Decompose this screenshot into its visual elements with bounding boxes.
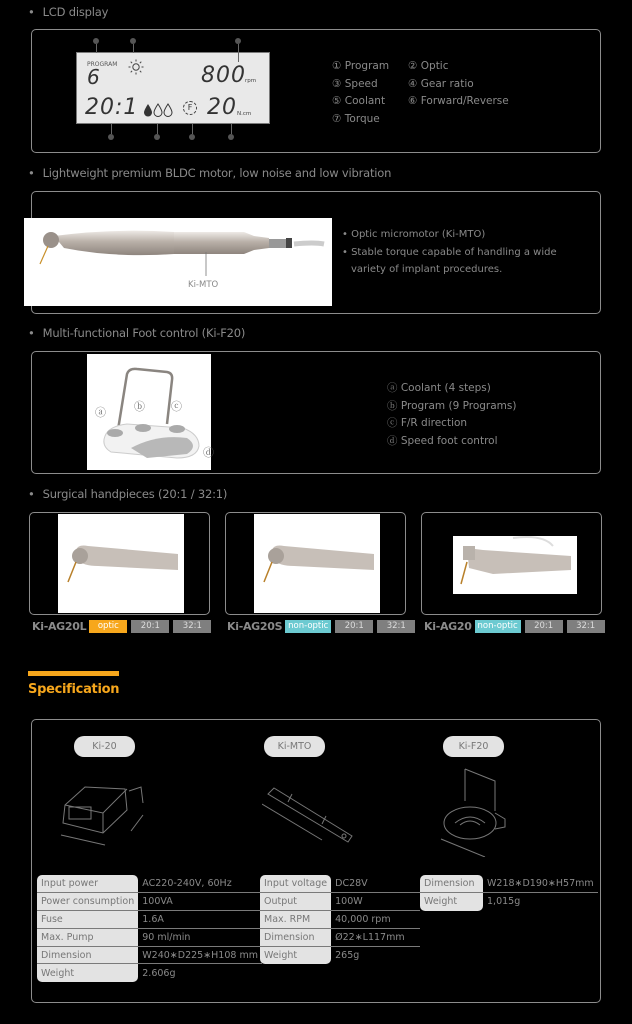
section-title-motor: • Lightweight premium BLDC motor, low noise and low vibration bbox=[28, 166, 391, 180]
handpiece-name: Ki-AG20 bbox=[424, 620, 472, 633]
lcd-torque-unit: N.cm bbox=[237, 111, 252, 117]
callout-marker bbox=[154, 134, 160, 140]
legend-item: ⓐ Coolant (4 steps) bbox=[387, 382, 491, 394]
coolant-drops-icon bbox=[143, 103, 173, 117]
lcd-speed-unit: rpm bbox=[245, 78, 257, 84]
ratio-tag: 32:1 bbox=[173, 620, 211, 633]
callout-arrow bbox=[96, 44, 97, 53]
product-pill-ki-mto: Ki-MTO bbox=[264, 736, 325, 757]
section-title-handpieces: • Surgical handpieces (20:1 / 32:1) bbox=[28, 487, 227, 501]
callout-arrow bbox=[133, 44, 134, 53]
callout-a: ⓐ bbox=[95, 406, 106, 419]
handpiece-image bbox=[58, 514, 184, 613]
motor-feature-list bbox=[342, 226, 557, 279]
motor-feature-item-cont: variety of implant procedures. bbox=[351, 264, 503, 275]
lcd-speed-value: 800 bbox=[201, 63, 246, 88]
legend-item: ② Optic bbox=[408, 60, 449, 72]
non-optic-tag: non-optic bbox=[475, 620, 521, 633]
handpiece-illustration bbox=[453, 536, 577, 594]
specification-accent-bar bbox=[28, 671, 119, 676]
handpiece-card-ki-ag20s[interactable] bbox=[225, 512, 406, 615]
product-pill-ki-f20: Ki-F20 bbox=[443, 736, 504, 757]
ki-mto-spec-table bbox=[260, 875, 420, 964]
legend-item: ⓑ Program (9 Programs) bbox=[387, 399, 517, 412]
callout-arrow bbox=[111, 124, 112, 134]
spec-row: Input power AC220-240V, 60Hz bbox=[37, 875, 262, 893]
spec-row: Weight 2.606g bbox=[37, 964, 262, 982]
legend-item: ⑤ Coolant bbox=[332, 95, 386, 107]
legend-item: ③ Speed bbox=[332, 77, 378, 90]
lcd-program-label: PROGRAM bbox=[87, 61, 118, 68]
micromotor-illustration bbox=[24, 218, 332, 306]
callout-arrow bbox=[157, 124, 158, 134]
lcd-panel bbox=[31, 29, 601, 153]
specification-title: Specification bbox=[28, 682, 120, 697]
callout-marker bbox=[108, 134, 114, 140]
legend-item: ⓓ Speed foot control bbox=[387, 434, 498, 447]
lcd-gear-ratio: 20:1 bbox=[85, 95, 139, 120]
micromotor-label: Ki-MTO bbox=[188, 280, 219, 290]
section-title-foot: • Multi-functional Foot control (Ki-F20) bbox=[28, 326, 245, 340]
micromotor-image bbox=[24, 218, 332, 306]
foot-legend bbox=[387, 380, 516, 450]
legend-item: ⑦ Torque bbox=[332, 112, 380, 125]
spec-row: Output 100W bbox=[260, 893, 420, 911]
ratio-tag: 32:1 bbox=[377, 620, 415, 633]
lcd-legend-col2 bbox=[408, 58, 509, 111]
spec-row: Dimension W240∗D225∗H108 mm bbox=[37, 946, 262, 964]
handpiece-info-ki-ag20 bbox=[424, 620, 605, 633]
ratio-tag: 20:1 bbox=[335, 620, 373, 633]
product-pill-ki-20: Ki-20 bbox=[74, 736, 135, 757]
ki-20-drawing bbox=[55, 775, 165, 855]
ki-20-spec-table bbox=[37, 875, 262, 982]
optic-sun-icon bbox=[128, 59, 144, 75]
lcd-torque-value: 20 bbox=[207, 95, 237, 120]
legend-item: ⑥ Forward/Reverse bbox=[408, 95, 509, 107]
legend-item: ① Program bbox=[332, 60, 390, 72]
spec-row: Fuse 1.6A bbox=[37, 911, 262, 929]
callout-d: ⓓ bbox=[203, 446, 214, 459]
handpiece-info-ki-ag20s bbox=[227, 620, 415, 633]
handpiece-image bbox=[254, 514, 380, 613]
spec-row: Max. RPM 40,000 rpm bbox=[260, 911, 420, 929]
spec-row: Power consumption 100VA bbox=[37, 893, 262, 911]
section-title-lcd: • LCD display bbox=[28, 5, 108, 19]
optic-tag: optic bbox=[89, 620, 127, 633]
ratio-tag: 20:1 bbox=[525, 620, 563, 633]
spec-row: Max. Pump 90 ml/min bbox=[37, 928, 262, 946]
handpiece-illustration bbox=[58, 514, 184, 613]
handpiece-card-ki-ag20l[interactable] bbox=[29, 512, 210, 615]
callout-c: ⓒ bbox=[171, 400, 182, 413]
lcd-legend-col1 bbox=[332, 58, 389, 128]
lcd-screen bbox=[76, 52, 270, 124]
direction-indicator: F bbox=[183, 101, 197, 115]
spec-row: Weight 265g bbox=[260, 946, 420, 964]
ki-mto-drawing bbox=[262, 780, 362, 850]
legend-item: ⓒ F/R direction bbox=[387, 417, 468, 429]
callout-arrow bbox=[192, 124, 193, 134]
callout-b: ⓑ bbox=[134, 400, 145, 413]
spec-row: Weight 1,015g bbox=[420, 893, 598, 911]
spec-row: Dimension W218∗D190∗H57mm bbox=[420, 875, 598, 893]
motor-feature-item: • Stable torque capable of handling a wide bbox=[342, 246, 557, 258]
non-optic-tag: non-optic bbox=[285, 620, 331, 633]
handpiece-info-ki-ag20l bbox=[32, 620, 211, 633]
ratio-tag: 32:1 bbox=[567, 620, 605, 633]
motor-feature-item: • Optic micromotor (Ki-MTO) bbox=[342, 229, 486, 240]
legend-item: ④ Gear ratio bbox=[408, 77, 474, 90]
handpiece-illustration bbox=[254, 514, 380, 613]
handpiece-name: Ki-AG20L bbox=[32, 620, 87, 633]
ki-f20-drawing bbox=[435, 767, 525, 857]
spec-row: Input voltage DC28V bbox=[260, 875, 420, 893]
handpiece-image bbox=[453, 536, 577, 594]
callout-marker bbox=[189, 134, 195, 140]
foot-control-image bbox=[87, 354, 214, 470]
handpiece-card-ki-ag20[interactable] bbox=[421, 512, 602, 615]
handpiece-name: Ki-AG20S bbox=[227, 620, 283, 633]
lcd-program-value: 6 bbox=[87, 65, 101, 89]
callout-arrow bbox=[231, 124, 232, 134]
ratio-tag: 20:1 bbox=[131, 620, 169, 633]
callout-arrow bbox=[238, 44, 239, 62]
spec-row: Dimension Ø22∗L117mm bbox=[260, 928, 420, 946]
ki-f20-spec-table bbox=[420, 875, 598, 911]
callout-marker bbox=[228, 134, 234, 140]
